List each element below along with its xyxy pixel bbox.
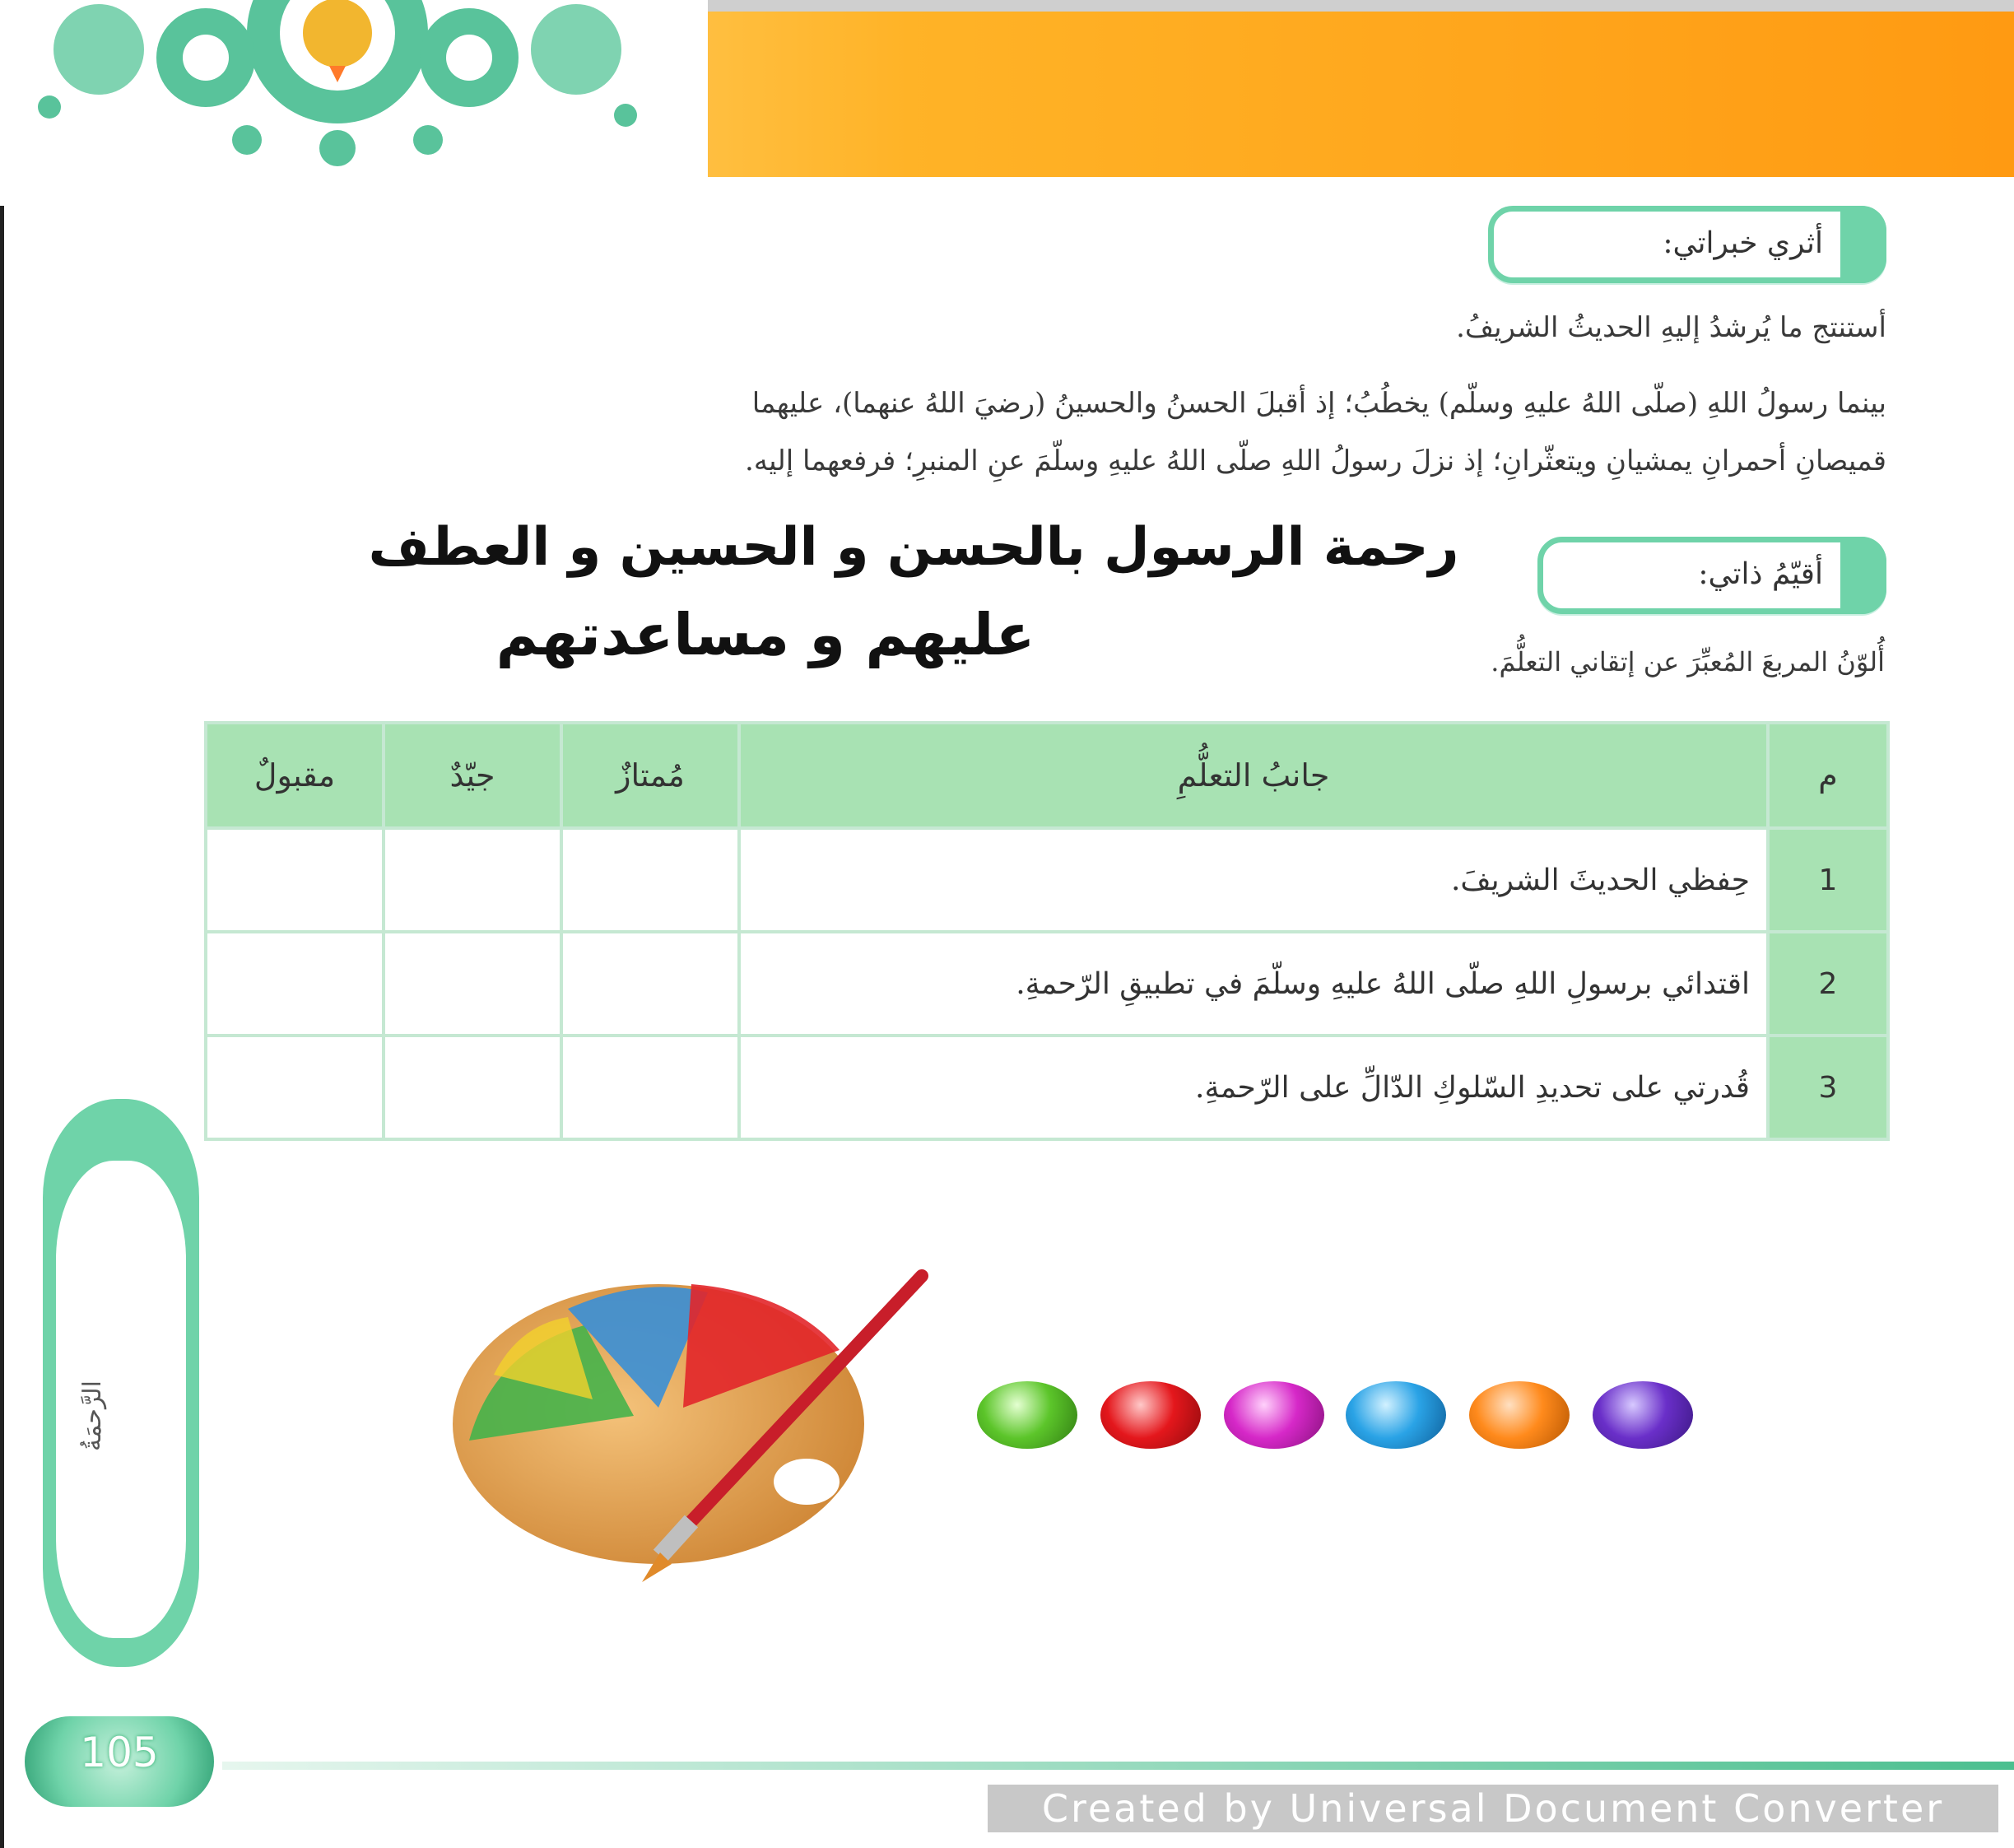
assess-instruction: أُلوّنُ المربعَ المُعبِّرَ عن إتقاني التعلُّمَ. <box>1491 646 1885 677</box>
page-edge <box>0 206 4 1848</box>
handwritten-answer-line-2: عليهم و مساعدتهم <box>495 601 1035 668</box>
enrich-instruction: أستنتج ما يُرشدُ إليهِ الحديثُ الشريفُ. <box>1456 311 1886 344</box>
rating-cell-acceptable[interactable] <box>206 1036 384 1139</box>
table-row <box>206 932 1888 1036</box>
rating-cell-excellent[interactable] <box>561 828 739 932</box>
orange-color-dot[interactable] <box>1469 1381 1570 1449</box>
top-gray-strip <box>675 0 2014 12</box>
green-color-dot[interactable] <box>977 1381 1077 1449</box>
red-color-dot[interactable] <box>1100 1381 1201 1449</box>
chapter-label: الرَّحمَةُ <box>78 1380 107 1452</box>
rating-cell-excellent[interactable] <box>561 932 739 1036</box>
row-number: 3 <box>1768 1036 1888 1139</box>
assess-title: أقيّمُ ذاتي: <box>1698 557 1823 591</box>
handwritten-answer-line-1: رحمة الرسول بالحسن و الحسين و العطف <box>368 517 1459 578</box>
blue-color-dot[interactable] <box>1346 1381 1446 1449</box>
hadith-line-2: قميصانِ أحمرانِ يمشيانِ ويتعثّرانِ؛ إذ نزلَ رسولُ اللهِ صلّى اللهُ عليهِ وسلّمَ عنِ المنبرِ؛ فرفعهما إليه. <box>745 445 1886 477</box>
rating-cell-good[interactable] <box>384 932 561 1036</box>
watermark-text: Created by Universal Document Converter <box>1041 1786 1945 1831</box>
table-header-row <box>206 723 1888 828</box>
enrich-header-pill <box>1488 206 1886 283</box>
rating-cell-excellent[interactable] <box>561 1036 739 1139</box>
page-number: 105 <box>80 1729 159 1776</box>
row-aspect: حِفظي الحديثَ الشريفَ. <box>739 828 1768 932</box>
table-row <box>206 828 1888 932</box>
rating-cell-acceptable[interactable] <box>206 932 384 1036</box>
purple-color-dot[interactable] <box>1593 1381 1693 1449</box>
arabesque-ornament-icon <box>0 0 708 198</box>
enrich-title: أثري خبراتي: <box>1663 226 1823 260</box>
assess-header-pill <box>1537 537 1886 614</box>
header-aspect: جانبُ التعلُّمِ <box>739 723 1768 828</box>
header-good: جيّدٌ <box>384 723 561 828</box>
row-number: 2 <box>1768 932 1888 1036</box>
footer-line <box>222 1762 2014 1770</box>
rating-cell-acceptable[interactable] <box>206 828 384 932</box>
pill-cap <box>1840 537 1886 614</box>
magenta-color-dot[interactable] <box>1224 1381 1324 1449</box>
header-excellent: مُمتازٌ <box>561 723 739 828</box>
paint-palette-icon <box>444 1259 955 1589</box>
pill-cap <box>1840 206 1886 283</box>
table-row <box>206 1036 1888 1139</box>
row-aspect: قُدرتي على تحديدِ السّلوكِ الدّالِّ على الرّحمةِ. <box>739 1036 1768 1139</box>
row-aspect: اقتدائي برسولِ اللهِ صلّى اللهُ عليهِ وسلّمَ في تطبيقِ الرّحمةِ. <box>739 932 1768 1036</box>
header-num: م <box>1768 723 1888 828</box>
rating-cell-good[interactable] <box>384 828 561 932</box>
rating-cell-good[interactable] <box>384 1036 561 1139</box>
self-assessment-table <box>204 721 1890 1141</box>
hadith-line-1: بينما رسولُ اللهِ (صلّى اللهُ عليهِ وسلّم) يخطُبُ؛ إذ أقبلَ الحسنُ والحسينُ (رضيَ اللهُ عنهما)، عليهما <box>751 387 1886 420</box>
row-number: 1 <box>1768 828 1888 932</box>
header-acceptable: مقبولٌ <box>206 723 384 828</box>
